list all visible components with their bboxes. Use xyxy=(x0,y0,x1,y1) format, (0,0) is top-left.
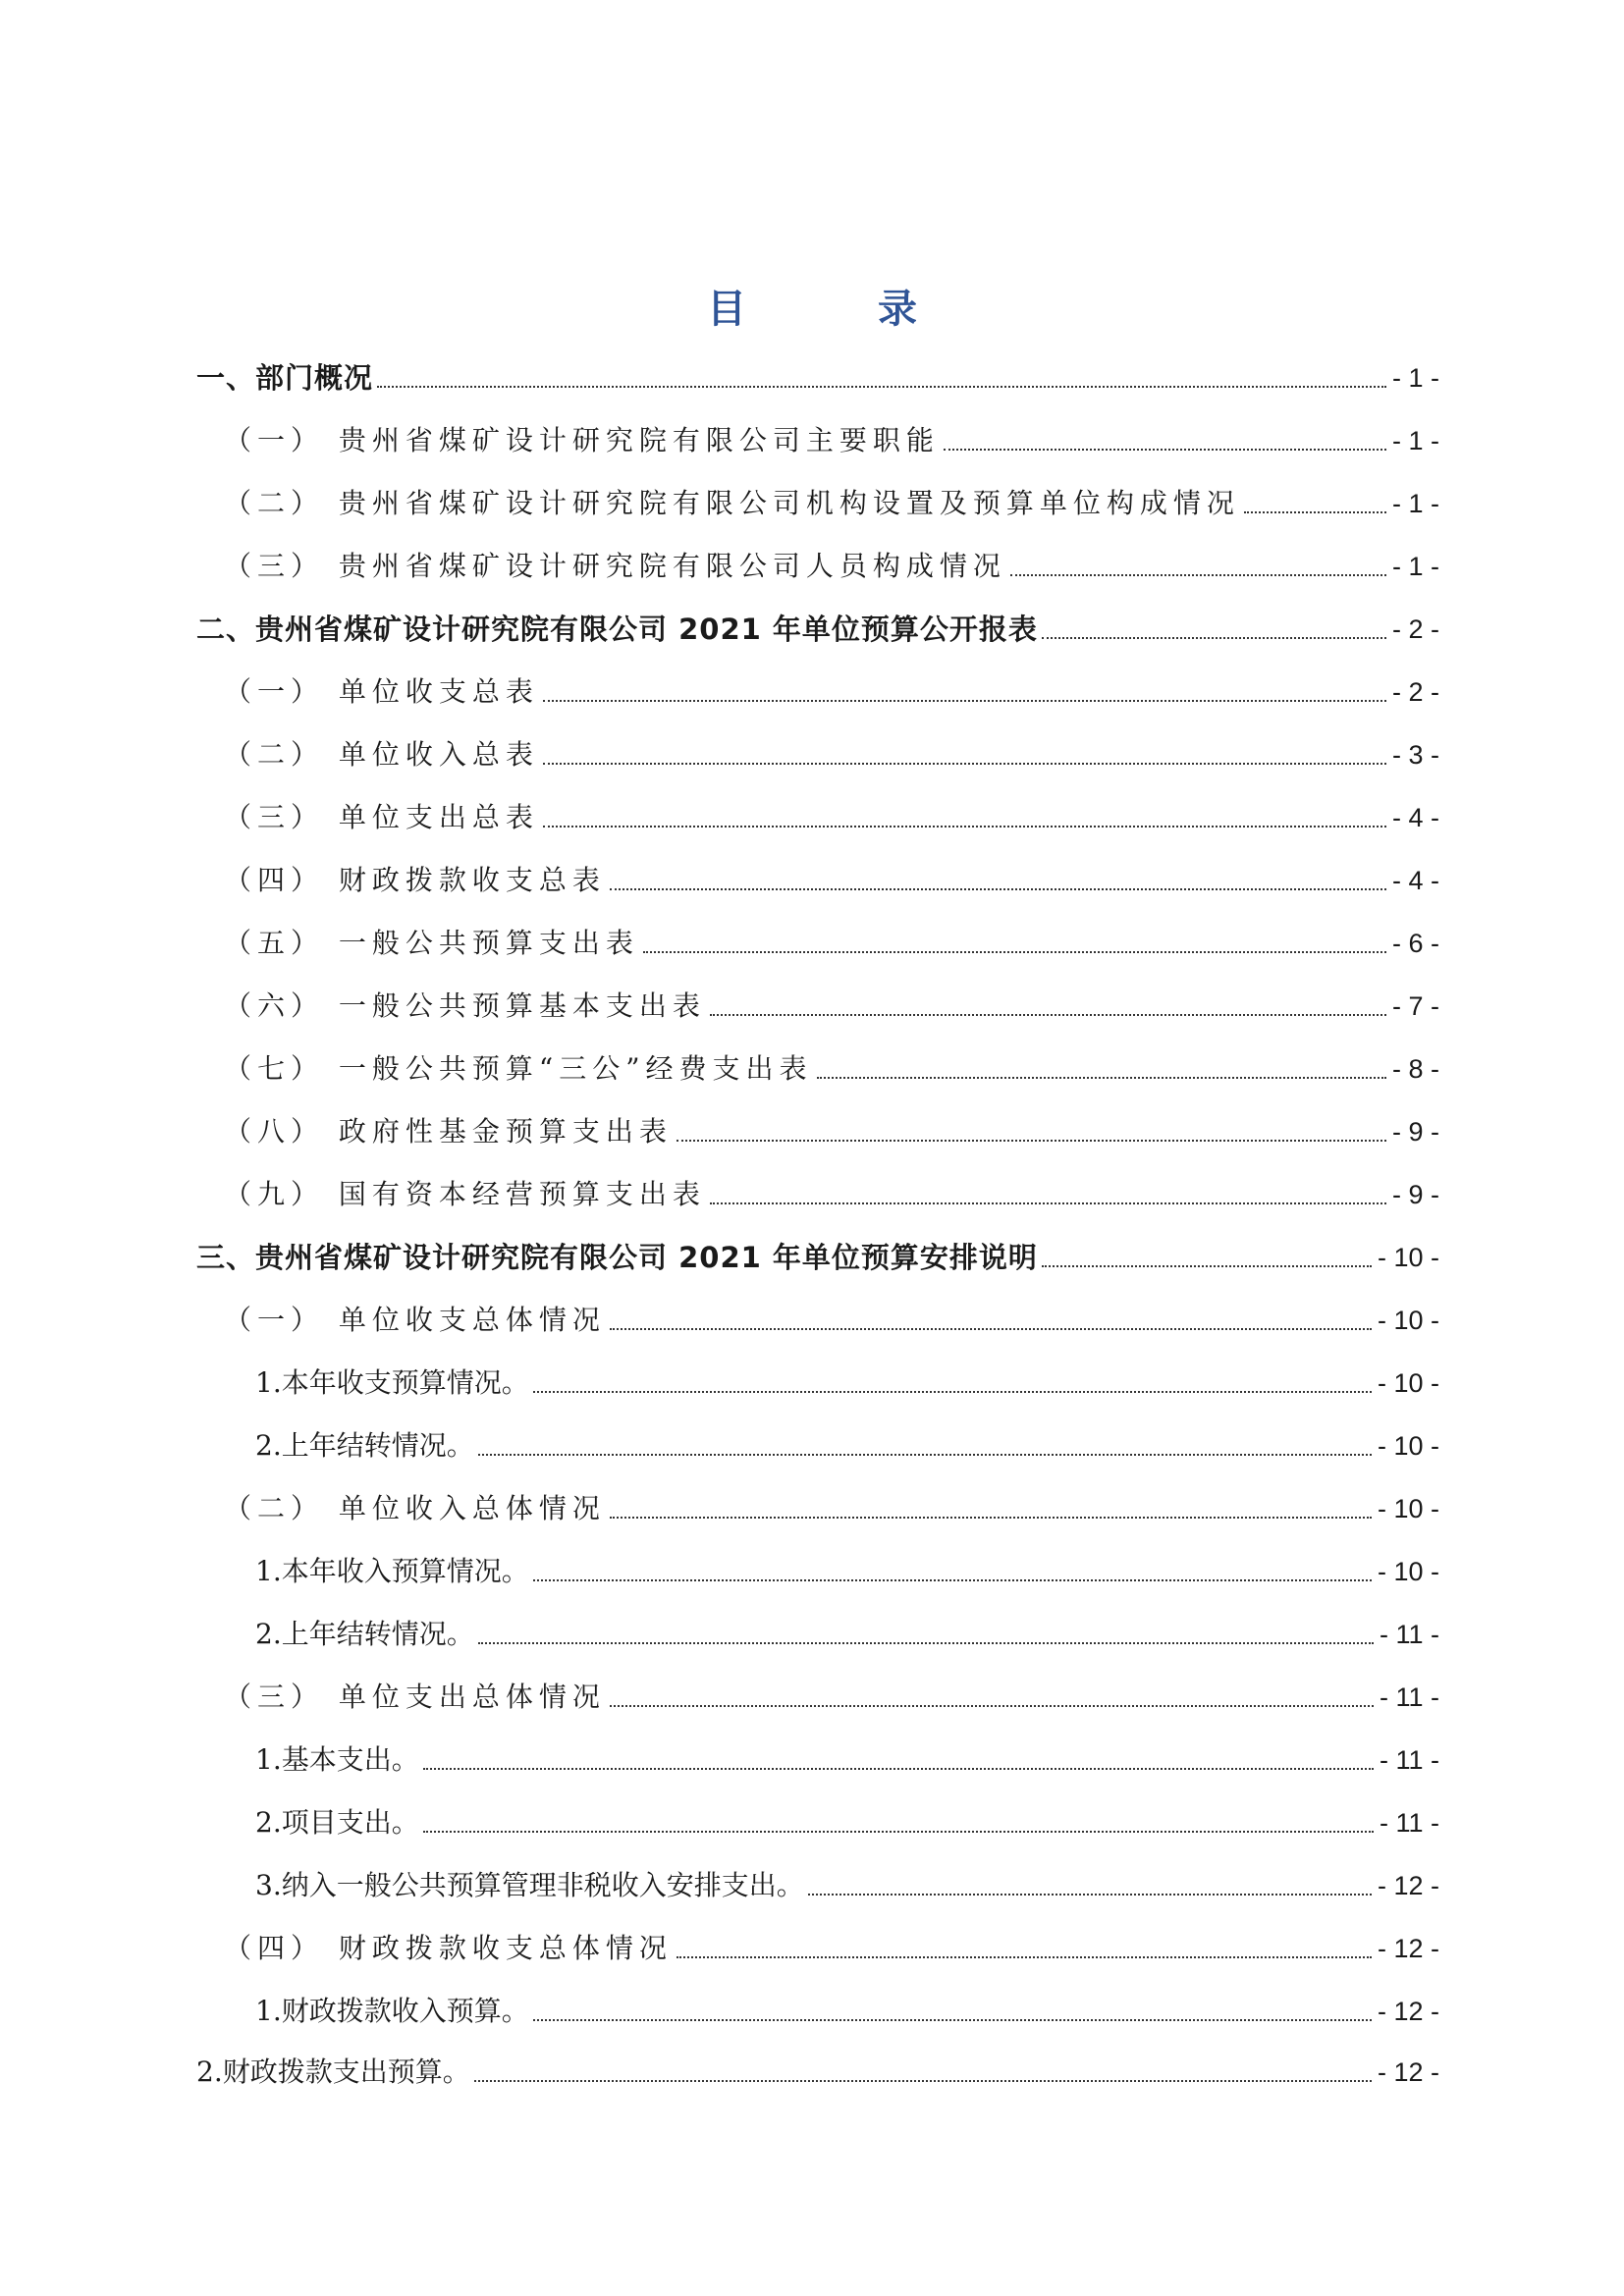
toc-entry-page: - 11 - xyxy=(1379,1808,1439,1838)
toc-entry[interactable] xyxy=(255,1856,1439,1905)
toc-entry-page: - 4 - xyxy=(1391,803,1439,832)
toc-entry-text: （一） 单位收支总表 xyxy=(224,675,539,708)
toc-entry-text: 2.上年结转情况。 xyxy=(255,1618,474,1650)
toc-entry-page: - 9 - xyxy=(1391,1180,1439,1209)
toc-entry[interactable] xyxy=(224,537,1439,586)
toc-entry[interactable] xyxy=(224,1919,1439,1968)
toc-entry-page: - 1 - xyxy=(1391,552,1439,581)
toc-leader-dots xyxy=(677,1140,1386,1142)
toc-entry[interactable] xyxy=(196,348,1439,398)
toc-entry-text: （三） 单位支出总表 xyxy=(224,801,539,833)
toc-leader-dots xyxy=(1042,637,1386,639)
toc-leader-dots xyxy=(474,2080,1372,2082)
toc-entry[interactable] xyxy=(224,1291,1439,1340)
toc-entry[interactable] xyxy=(224,977,1439,1026)
toc-entry-text: 3.纳入一般公共预算管理非税收入安排支出。 xyxy=(255,1869,804,1901)
toc-entry[interactable] xyxy=(255,1354,1439,1403)
toc-leader-dots xyxy=(710,1202,1386,1204)
toc-leader-dots xyxy=(610,888,1386,890)
toc-leader-dots xyxy=(643,951,1386,953)
toc-entry-text: （二） 单位收入总表 xyxy=(224,738,539,771)
toc-entry-text: 2.财政拨款支出预算。 xyxy=(196,2056,470,2088)
toc-leader-dots xyxy=(1010,574,1386,576)
toc-entry[interactable] xyxy=(224,411,1439,460)
toc-entry-text: 2.项目支出。 xyxy=(255,1806,419,1839)
toc-entry-page: - 11 - xyxy=(1379,1620,1439,1649)
toc-leader-dots xyxy=(478,1454,1372,1456)
toc-entry-page: - 12 - xyxy=(1377,1871,1439,1900)
toc-entry-page: - 10 - xyxy=(1377,1243,1439,1272)
toc-leader-dots xyxy=(543,700,1386,702)
toc-entry-page: - 10 - xyxy=(1377,1557,1439,1586)
toc-entry-page: - 6 - xyxy=(1391,929,1439,958)
toc-entry-page: - 11 - xyxy=(1379,1745,1439,1775)
toc-leader-dots xyxy=(423,1768,1374,1770)
toc-entry[interactable] xyxy=(255,1793,1439,1842)
toc-entry-page: - 10 - xyxy=(1377,1431,1439,1461)
toc-entry[interactable] xyxy=(224,914,1439,963)
toc-entry-text: （四） 财政拨款收支总体情况 xyxy=(224,1932,673,1964)
toc-entry-text: （七） 一般公共预算“三公”经费支出表 xyxy=(224,1052,813,1085)
toc-entry-page: - 10 - xyxy=(1377,1306,1439,1335)
toc-entry[interactable] xyxy=(255,1731,1439,1780)
toc-entry[interactable] xyxy=(196,600,1439,649)
toc-leader-dots xyxy=(533,2019,1372,2021)
toc-entry-page: - 10 - xyxy=(1377,1494,1439,1523)
toc-entry-text: 2.上年结转情况。 xyxy=(255,1429,474,1462)
toc-entry-page: - 7 - xyxy=(1391,991,1439,1021)
toc-leader-dots xyxy=(610,1328,1372,1330)
toc-entry[interactable] xyxy=(196,1228,1439,1277)
toc-entry-text: （二） 单位收入总体情况 xyxy=(224,1492,606,1524)
toc-entry-text: 1.本年收入预算情况。 xyxy=(255,1555,529,1587)
toc-title: 目 录 xyxy=(707,287,976,332)
toc-entry[interactable] xyxy=(255,1982,1439,2031)
toc-leader-dots xyxy=(423,1831,1374,1833)
toc-entry[interactable] xyxy=(224,1479,1439,1528)
toc-entry[interactable] xyxy=(196,2043,1439,2092)
toc-leader-dots xyxy=(944,449,1386,451)
toc-entry-page: - 12 - xyxy=(1377,2057,1439,2087)
toc-entry-text: 1.本年收支预算情况。 xyxy=(255,1366,529,1399)
toc-entry-page: - 12 - xyxy=(1377,1997,1439,2026)
toc-leader-dots xyxy=(543,826,1386,828)
toc-entry[interactable] xyxy=(224,474,1439,523)
toc-entry-text: 1.基本支出。 xyxy=(255,1743,419,1776)
toc-leader-dots xyxy=(1042,1265,1372,1267)
toc-leader-dots xyxy=(808,1894,1372,1896)
toc-entry[interactable] xyxy=(224,1668,1439,1717)
toc-entry-page: - 12 - xyxy=(1377,1934,1439,1963)
toc-entry-page: - 2 - xyxy=(1391,677,1439,707)
toc-entry-text: （四） 财政拨款收支总表 xyxy=(224,864,606,896)
toc-entry-text: （六） 一般公共预算基本支出表 xyxy=(224,989,706,1022)
toc-entry-page: - 8 - xyxy=(1391,1054,1439,1084)
toc-leader-dots xyxy=(533,1391,1372,1393)
toc-entry-text: （八） 政府性基金预算支出表 xyxy=(224,1115,673,1148)
toc-entry-text: （三） 单位支出总体情况 xyxy=(224,1681,606,1713)
toc-entry-page: - 11 - xyxy=(1379,1682,1439,1712)
toc-entry-page: - 2 - xyxy=(1391,614,1439,644)
toc-entry-page: - 4 - xyxy=(1391,866,1439,895)
toc-entry[interactable] xyxy=(255,1542,1439,1591)
toc-entry[interactable] xyxy=(255,1605,1439,1654)
toc-leader-dots xyxy=(677,1956,1372,1958)
toc-entry-page: - 3 - xyxy=(1391,740,1439,770)
toc-entry-text: （一） 单位收支总体情况 xyxy=(224,1304,606,1336)
toc-leader-dots xyxy=(543,763,1386,765)
toc-entry-text: 三、贵州省煤矿设计研究院有限公司 2021 年单位预算安排说明 xyxy=(196,1241,1038,1274)
toc-entry[interactable] xyxy=(224,725,1439,774)
toc-entry-text: 1.财政拨款收入预算。 xyxy=(255,1995,529,2027)
toc-entry[interactable] xyxy=(255,1416,1439,1466)
toc-entry[interactable] xyxy=(224,663,1439,712)
toc-entry[interactable] xyxy=(224,1165,1439,1214)
toc-leader-dots xyxy=(610,1705,1374,1707)
toc-entry-page: - 9 - xyxy=(1391,1117,1439,1147)
toc-entry-page: - 1 - xyxy=(1391,426,1439,455)
toc-entry-page: - 10 - xyxy=(1377,1368,1439,1398)
toc-entry-text: （三） 贵州省煤矿设计研究院有限公司人员构成情况 xyxy=(224,550,1006,582)
toc-entry-text: （九） 国有资本经营预算支出表 xyxy=(224,1178,706,1210)
toc-entry-text: （一） 贵州省煤矿设计研究院有限公司主要职能 xyxy=(224,424,940,456)
toc-entry-text: （五） 一般公共预算支出表 xyxy=(224,927,639,959)
toc-leader-dots xyxy=(478,1642,1374,1644)
toc-entry[interactable] xyxy=(224,1102,1439,1151)
toc-leader-dots xyxy=(710,1014,1386,1016)
toc-entry[interactable] xyxy=(224,788,1439,837)
toc-leader-dots xyxy=(377,386,1386,388)
toc-leader-dots xyxy=(610,1517,1372,1519)
toc-entry-text: （二） 贵州省煤矿设计研究院有限公司机构设置及预算单位构成情况 xyxy=(224,487,1240,519)
toc-entry-page: - 1 - xyxy=(1391,489,1439,518)
toc-entry-text: 一、部门概况 xyxy=(196,361,374,395)
toc-leader-dots xyxy=(817,1077,1386,1079)
toc-entry-text: 二、贵州省煤矿设计研究院有限公司 2021 年单位预算公开报表 xyxy=(196,613,1038,646)
toc-entry[interactable] xyxy=(224,1040,1439,1089)
toc-leader-dots xyxy=(533,1579,1372,1581)
toc-entry-page: - 1 - xyxy=(1391,363,1439,393)
toc-leader-dots xyxy=(1244,511,1386,513)
toc-entry[interactable] xyxy=(224,851,1439,900)
